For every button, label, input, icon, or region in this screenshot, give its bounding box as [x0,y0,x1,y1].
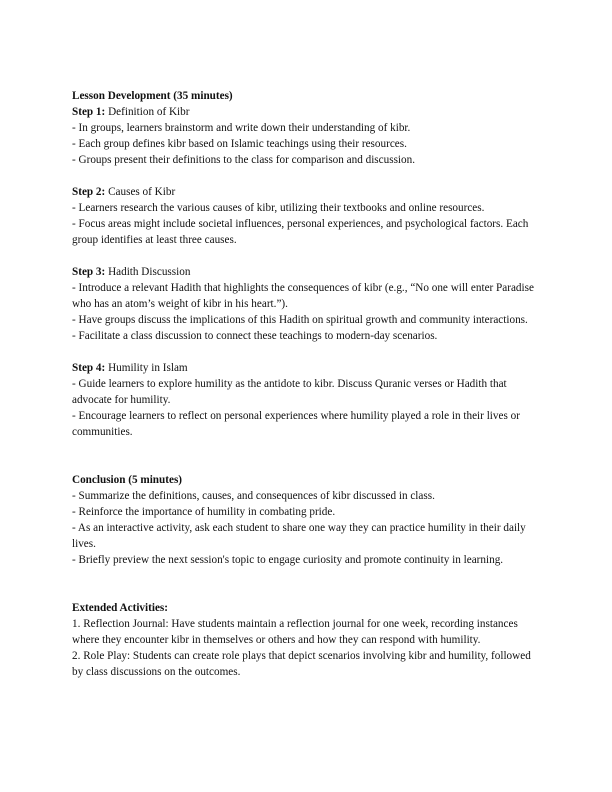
step-1-line-2: - Each group defines kibr based on Islamic teachings using their resources. [72,138,407,150]
extended-activity-2: 2. Role Play: Students can create role plays that depict scenarios involving kibr and humility, followed by class discussions on the outcomes. [72,650,531,678]
step-4-line-1: - Guide learners to explore humility as the antidote to kibr. Discuss Quranic verses or Hadith that advocate for humility. [72,378,507,406]
conclusion-line-1: - Summarize the definitions, causes, and consequences of kibr discussed in class. [72,490,435,502]
step-3-header [72,264,544,280]
conclusion-section [72,472,544,568]
step-4-header [72,360,544,376]
step-1-line-3: - Groups present their definitions to the class for comparison and discussion. [72,154,416,166]
conclusion-line-2: - Reinforce the importance of humility in combating pride. [72,506,336,518]
step-2-header [72,184,544,200]
step-4-line-2: - Encourage learners to reflect on personal experiences where humility played a role in their lives or communities. [72,410,520,438]
step-3-title: Hadith Discussion [105,266,191,278]
step-4-label: Step 4: [72,362,106,374]
step-3-line-1: - Introduce a relevant Hadith that highlights the consequences of kibr (e.g., “No one will enter Paradise who has an atom’s weight of kibr in his heart.”). [72,282,534,310]
extended-activities-section [72,600,544,680]
step-2-title: Causes of Kibr [105,186,176,198]
step-2-line-2: - Focus areas might include societal influences, personal experiences, and psychological factors. Each group identifies at least three causes. [72,218,529,246]
step-3-line-3: - Facilitate a class discussion to connect these teachings to modern-day scenarios. [72,330,438,342]
conclusion-heading: Conclusion (5 minutes) [72,474,183,486]
lesson-development-section [72,88,544,440]
step-1-title: Definition of Kibr [105,106,190,118]
step-2-line-1: - Learners research the various causes of kibr, utilizing their textbooks and online resources. [72,202,485,214]
lesson-development-heading: Lesson Development (35 minutes) [72,90,233,102]
conclusion-line-4: - Briefly preview the next session's topic to engage curiosity and promote continuity in learning. [72,554,504,566]
extended-activities-heading: Extended Activities: [72,602,169,614]
step-3-label: Step 3: [72,266,106,278]
step-3-line-2: - Have groups discuss the implications of this Hadith on spiritual growth and community interactions. [72,314,528,326]
step-1-header [72,104,544,120]
step-2-label: Step 2: [72,186,106,198]
document-page [72,88,544,680]
step-1-label: Step 1: [72,106,106,118]
extended-activity-1: 1. Reflection Journal: Have students maintain a reflection journal for one week, recording instances where they encounter kibr in themselves or others and how they can respond with humility. [72,618,518,646]
step-1-line-1: - In groups, learners brainstorm and write down their understanding of kibr. [72,122,411,134]
step-4-title: Humility in Islam [105,362,188,374]
conclusion-line-3: - As an interactive activity, ask each student to share one way they can practice humility in their daily lives. [72,522,526,550]
